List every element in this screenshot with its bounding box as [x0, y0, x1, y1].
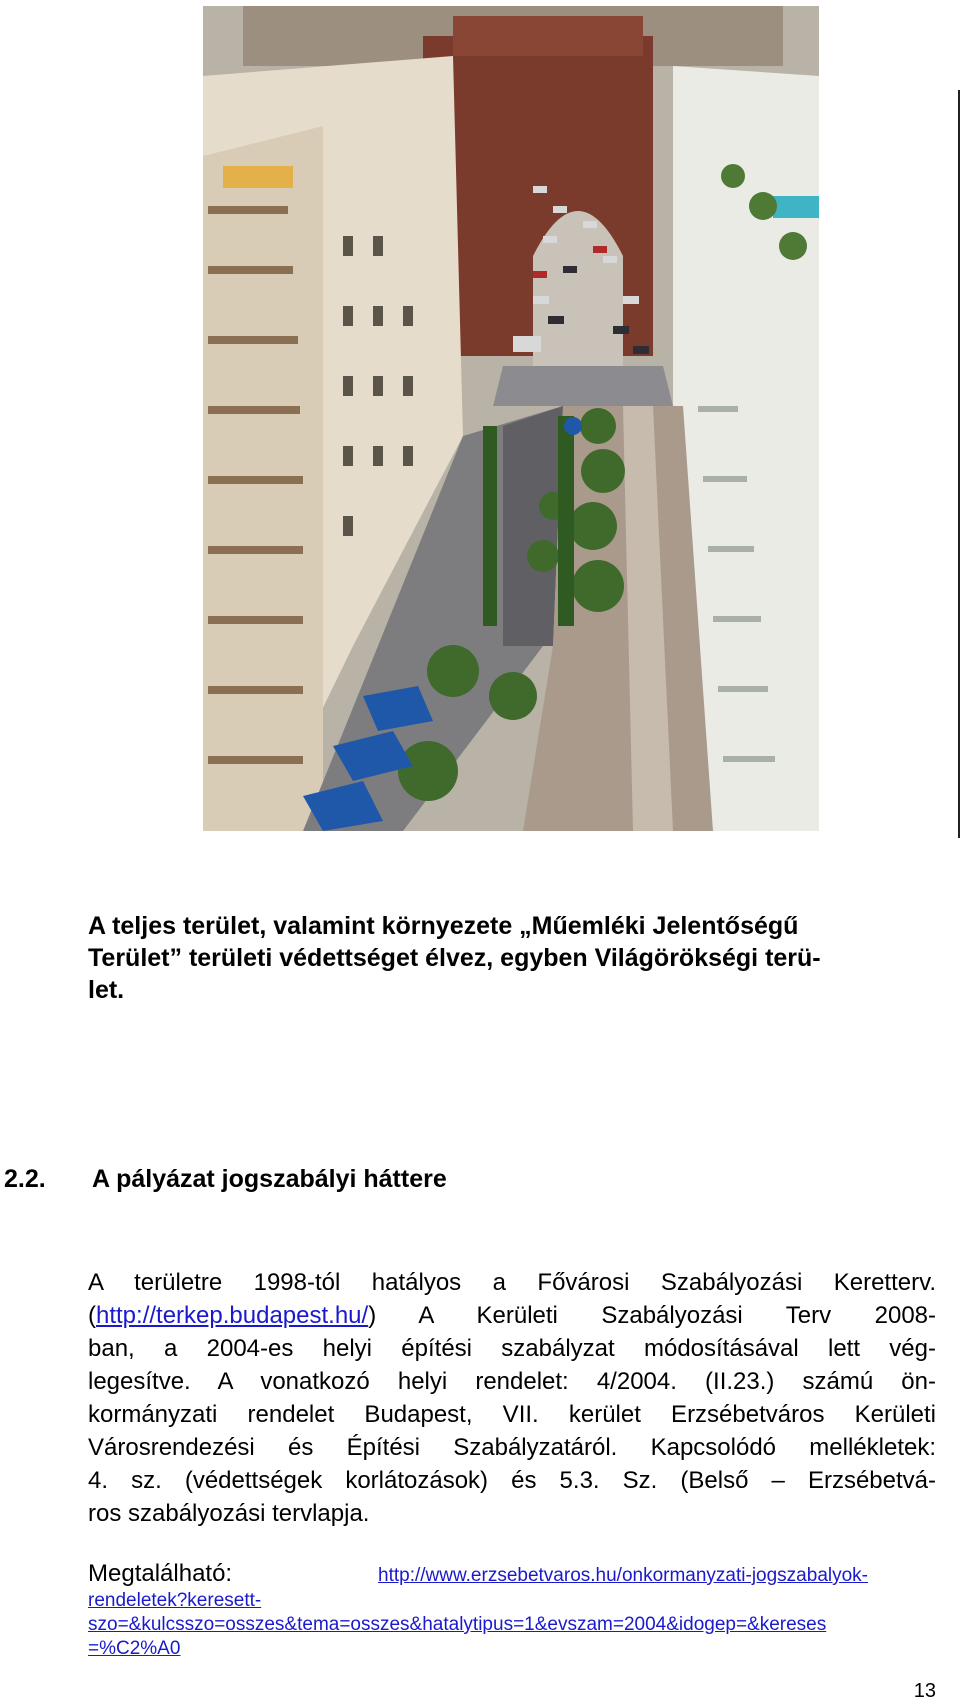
url-line: szo=&kulcsszo=osszes&tema=osszes&hatalytipus=1&evszam=2004&idogep=&kereses [88, 1614, 827, 1635]
section-number: 2.2. [4, 1165, 46, 1193]
photo-caption [88, 910, 936, 1006]
paragraph-line: legesítve. A vonatkozó helyi rendelet: 4/2004. (II.23.) számú ön- [88, 1368, 936, 1395]
found-label: Megtalálható: [88, 1560, 233, 1587]
paragraph-line [88, 1299, 936, 1332]
paragraph-line: ban, a 2004-es helyi építési szabályzat módosításával lett vég- [88, 1335, 936, 1362]
erzsebetvaros-link-continued[interactable] [88, 1589, 826, 1661]
url-line: rendeletek?keresett- [88, 1590, 262, 1611]
erzsebetvaros-link[interactable]: http://www.erzsebetvaros.hu/onkormanyzati-jogszabalyok- [378, 1565, 869, 1586]
url-line: =%C2%A0 [88, 1638, 181, 1659]
paren-open: ( [88, 1302, 96, 1329]
section-title: A pályázat jogszabályi háttere [92, 1165, 447, 1193]
caption-line: Terület” területi védettséget élvez, egyben Világörökségi terü- [88, 944, 821, 972]
caption-line: A teljes terület, valamint környezete „Műemléki Jelentőségű [88, 912, 799, 940]
paragraph-line: ros szabályozási tervlapja. [88, 1500, 370, 1527]
street-photo [203, 6, 819, 831]
paragraph-line: 4. sz. (védettségek korlátozások) és 5.3. Sz. (Belső – Erzsébetvá- [88, 1467, 936, 1494]
caption-line: let. [88, 976, 125, 1004]
street-photo-illustration [203, 6, 819, 831]
paragraph-line: Városrendezési és Építési Szabályzatáról. Kapcsolódó mellékletek: [88, 1434, 936, 1461]
body-paragraph [88, 1266, 936, 1530]
paragraph-line: A területre 1998-tól hatályos a Fővárosi Szabályozási Keretterv. [88, 1269, 936, 1296]
terkep-budapest-link[interactable]: http://terkep.budapest.hu/ [96, 1302, 369, 1329]
paragraph-line: kormányzati rendelet Budapest, VII. kerület Erzsébetváros Kerületi [88, 1401, 936, 1428]
page-number: 13 [913, 1680, 936, 1702]
paragraph-text: ) A Kerületi Szabályozási Terv 2008- [368, 1302, 936, 1329]
